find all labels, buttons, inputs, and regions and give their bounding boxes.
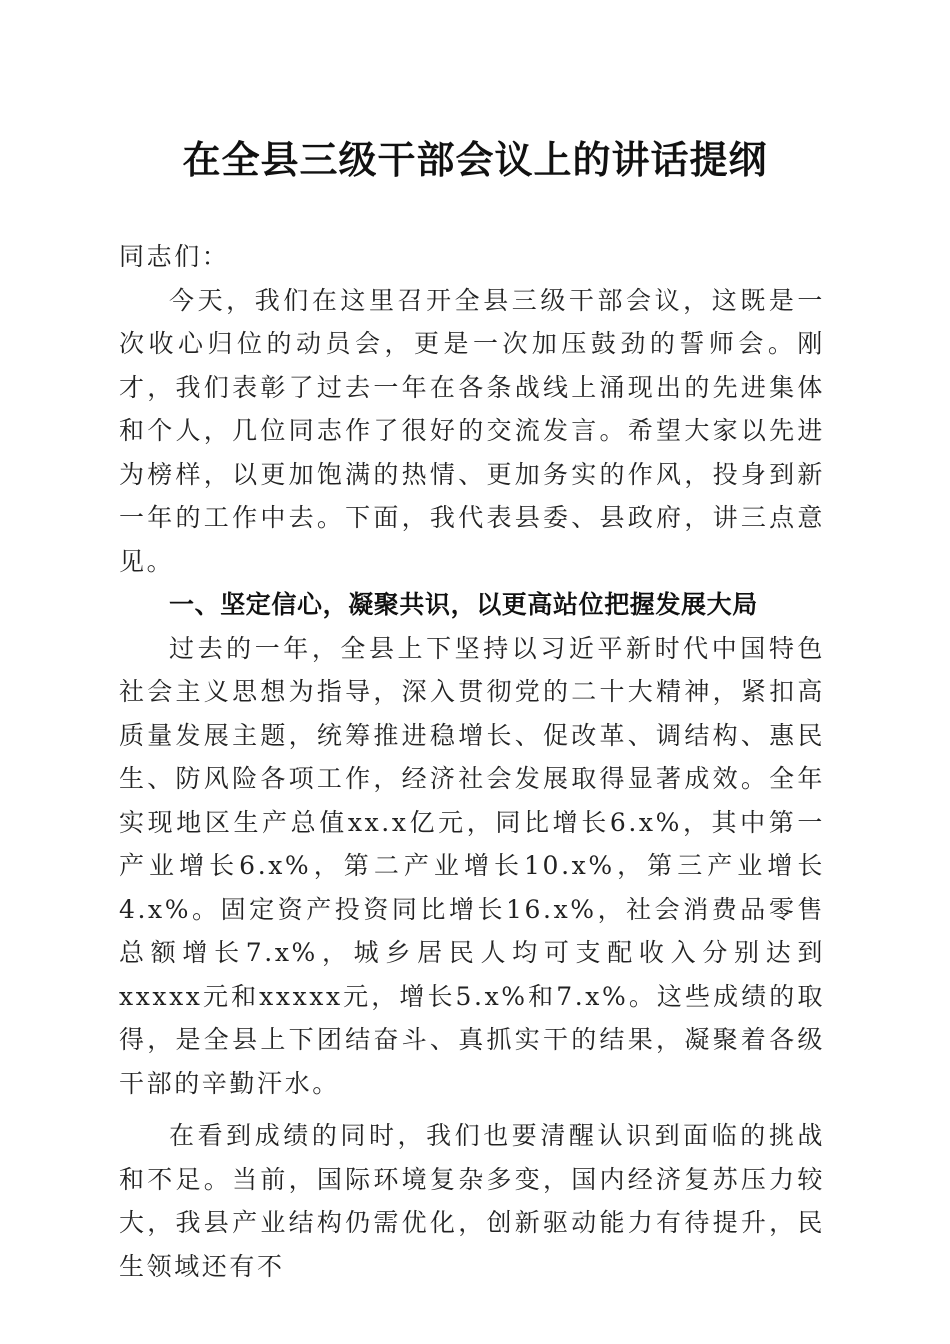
opening-paragraph: 今天，我们在这里召开全县三级干部会议，这既是一次收心归位的动员会，更是一次加压鼓劲的誓师会。刚才，我们表彰了过去一年在各条战线上涌现出的先进集体和个人，几位同志作了很好的交流发言。希望大家以先进为榜样，以更加饱满的热情、更加务实的作风，投身到新一年的工作中去。下面，我代表县委、县政府，讲三点意见。 [119, 285, 825, 576]
section-heading-1: 一、坚定信心，凝聚共识，以更高站位把握发展大局 [169, 590, 758, 619]
document-body [119, 235, 825, 1288]
section1-paragraph-2: 在看到成绩的同时，我们也要清醒认识到面临的挑战和不足。当前，国际环境复杂多变，国内经济复苏压力较大，我县产业结构仍需优化，创新驱动能力有待提升，民生领域还有不 [119, 1121, 825, 1281]
salutation: 同志们： [119, 242, 230, 271]
document-title: 在全县三级干部会议上的讲话提纲 [182, 137, 768, 182]
section1-paragraph-1: 过去的一年，全县上下坚持以习近平新时代中国特色社会主义思想为指导，深入贯彻党的二十大精神，紧扣高质量发展主题，统筹推进稳增长、促改革、调结构、惠民生、防风险各项工作，经济社会发展取得显著成效。全年实现地区生产总值xx.x亿元，同比增长6.x%，其中第一产业增长6.x%，第二产业增长10.x%，第三产业增长4.x%。固定资产投资同比增长16.x%，社会消费品零售总额增长7.x%，城乡居民人均可支配收入分别达到xxxxx元和xxxxx元，增长5.x%和7.x%。这些成绩的取得，是全县上下团结奋斗、真抓实干的结果，凝聚着各级干部的辛勤汗水。 [119, 633, 825, 1098]
